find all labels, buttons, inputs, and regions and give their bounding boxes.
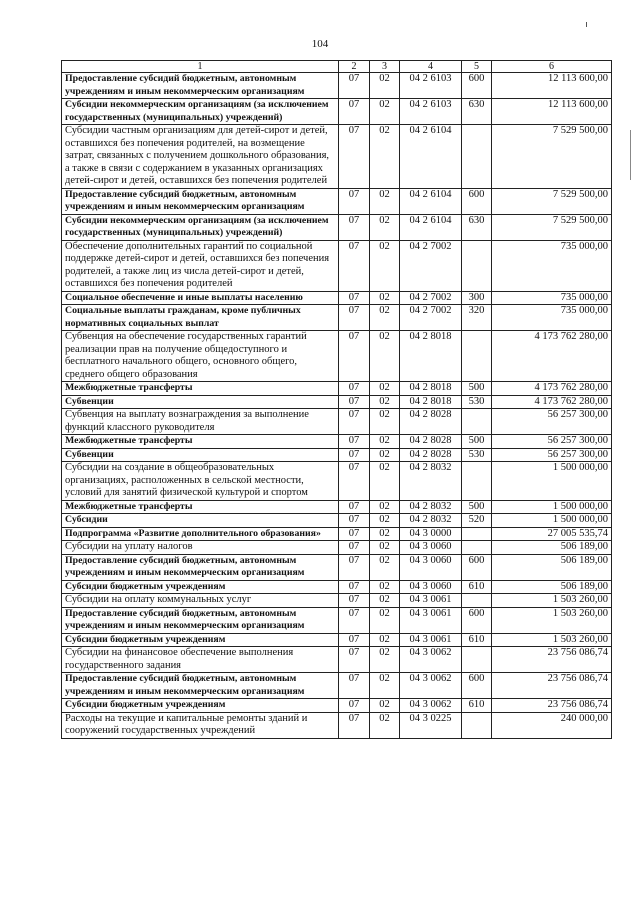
- row-name-cell: Субсидии на уплату налогов: [62, 541, 339, 555]
- table-row: [62, 99, 612, 125]
- row-section-cell: 07: [339, 580, 370, 594]
- table-row: [62, 435, 612, 449]
- row-section-cell: 07: [339, 500, 370, 514]
- table-row: [62, 594, 612, 608]
- row-amount-cell: 240 000,00: [492, 712, 612, 738]
- row-expense-type-cell: [462, 125, 492, 189]
- row-name-cell: Предоставление субсидий бюджетным, автономным учреждениям и иным некоммерческим организациям: [62, 554, 339, 580]
- row-amount-cell: 4 173 762 280,00: [492, 331, 612, 382]
- row-target-article-cell: 04 2 7002: [400, 240, 462, 291]
- budget-table: [61, 60, 612, 739]
- row-name-cell: Предоставление субсидий бюджетным, автономным учреждениям и иным некоммерческим организациям: [62, 607, 339, 633]
- row-section-cell: 07: [339, 594, 370, 608]
- row-subsection-cell: 02: [370, 514, 400, 528]
- row-section-cell: 07: [339, 527, 370, 541]
- row-target-article-cell: 04 2 8018: [400, 395, 462, 409]
- header-col-4: 4: [400, 61, 462, 73]
- table-row: [62, 500, 612, 514]
- table-row: [62, 647, 612, 673]
- row-expense-type-cell: 600: [462, 607, 492, 633]
- row-subsection-cell: 02: [370, 580, 400, 594]
- row-amount-cell: 1 503 260,00: [492, 633, 612, 647]
- row-amount-cell: 506 189,00: [492, 541, 612, 555]
- row-section-cell: 07: [339, 448, 370, 462]
- row-amount-cell: 735 000,00: [492, 305, 612, 331]
- row-amount-cell: 4 173 762 280,00: [492, 382, 612, 396]
- row-name-cell: Субсидии: [62, 514, 339, 528]
- row-expense-type-cell: 500: [462, 382, 492, 396]
- row-amount-cell: 7 529 500,00: [492, 214, 612, 240]
- table-row: [62, 395, 612, 409]
- row-section-cell: 07: [339, 331, 370, 382]
- row-subsection-cell: 02: [370, 527, 400, 541]
- table-row: [62, 673, 612, 699]
- row-expense-type-cell: 630: [462, 214, 492, 240]
- row-subsection-cell: 02: [370, 240, 400, 291]
- row-expense-type-cell: 530: [462, 448, 492, 462]
- row-name-cell: Субвенция на выплату вознаграждения за выполнение функций классного руководителя: [62, 409, 339, 435]
- row-target-article-cell: 04 2 6104: [400, 125, 462, 189]
- row-expense-type-cell: 300: [462, 291, 492, 305]
- row-section-cell: 07: [339, 409, 370, 435]
- row-expense-type-cell: 500: [462, 435, 492, 449]
- row-amount-cell: 56 257 300,00: [492, 409, 612, 435]
- row-expense-type-cell: 600: [462, 673, 492, 699]
- table-row: [62, 633, 612, 647]
- row-expense-type-cell: 520: [462, 514, 492, 528]
- table-row: [62, 554, 612, 580]
- table-row: [62, 527, 612, 541]
- row-amount-cell: 7 529 500,00: [492, 188, 612, 214]
- table-header-row: [62, 61, 612, 73]
- row-section-cell: 07: [339, 435, 370, 449]
- row-subsection-cell: 02: [370, 331, 400, 382]
- row-target-article-cell: 04 3 0060: [400, 554, 462, 580]
- row-section-cell: 07: [339, 73, 370, 99]
- row-amount-cell: 506 189,00: [492, 580, 612, 594]
- row-amount-cell: 735 000,00: [492, 240, 612, 291]
- row-expense-type-cell: 600: [462, 73, 492, 99]
- row-amount-cell: 12 113 600,00: [492, 73, 612, 99]
- row-target-article-cell: 04 3 0060: [400, 541, 462, 555]
- scan-margin-mark: [630, 130, 631, 180]
- table-row: [62, 188, 612, 214]
- row-name-cell: Предоставление субсидий бюджетным, автономным учреждениям и иным некоммерческим организациям: [62, 73, 339, 99]
- row-subsection-cell: 02: [370, 99, 400, 125]
- header-col-1: 1: [62, 61, 339, 73]
- row-section-cell: 07: [339, 305, 370, 331]
- row-target-article-cell: 04 3 0061: [400, 633, 462, 647]
- row-name-cell: Межбюджетные трансферты: [62, 500, 339, 514]
- row-name-cell: Субсидии на оплату коммунальных услуг: [62, 594, 339, 608]
- row-amount-cell: 1 503 260,00: [492, 594, 612, 608]
- row-name-cell: Социальное обеспечение и иные выплаты населению: [62, 291, 339, 305]
- row-expense-type-cell: 600: [462, 554, 492, 580]
- row-name-cell: Предоставление субсидий бюджетным, автономным учреждениям и иным некоммерческим организациям: [62, 673, 339, 699]
- row-expense-type-cell: [462, 647, 492, 673]
- row-subsection-cell: 02: [370, 448, 400, 462]
- table-row: [62, 514, 612, 528]
- row-subsection-cell: 02: [370, 554, 400, 580]
- row-section-cell: 07: [339, 125, 370, 189]
- row-name-cell: Расходы на текущие и капитальные ремонты зданий и сооружений государственных учреждений: [62, 712, 339, 738]
- row-subsection-cell: 02: [370, 382, 400, 396]
- row-amount-cell: 1 500 000,00: [492, 462, 612, 501]
- row-name-cell: Межбюджетные трансферты: [62, 382, 339, 396]
- table-row: [62, 580, 612, 594]
- row-amount-cell: 506 189,00: [492, 554, 612, 580]
- row-amount-cell: 1 503 260,00: [492, 607, 612, 633]
- table-row: [62, 382, 612, 396]
- row-target-article-cell: 04 3 0000: [400, 527, 462, 541]
- row-subsection-cell: 02: [370, 125, 400, 189]
- row-subsection-cell: 02: [370, 73, 400, 99]
- row-name-cell: Субсидии на создание в общеобразовательных организациях, расположенных в сельской местности, условий для занятий физической культурой и спортом: [62, 462, 339, 501]
- row-amount-cell: 1 500 000,00: [492, 514, 612, 528]
- row-section-cell: 07: [339, 607, 370, 633]
- row-target-article-cell: 04 3 0062: [400, 699, 462, 713]
- row-amount-cell: 23 756 086,74: [492, 647, 612, 673]
- table-row: [62, 712, 612, 738]
- row-target-article-cell: 04 2 6104: [400, 188, 462, 214]
- row-amount-cell: 7 529 500,00: [492, 125, 612, 189]
- row-name-cell: Субсидии некоммерческим организациям (за исключением государственных (муниципальных) учреждений): [62, 214, 339, 240]
- row-target-article-cell: 04 2 8028: [400, 409, 462, 435]
- row-amount-cell: 23 756 086,74: [492, 699, 612, 713]
- table-row: [62, 125, 612, 189]
- row-expense-type-cell: 530: [462, 395, 492, 409]
- row-name-cell: Субсидии бюджетным учреждениям: [62, 699, 339, 713]
- row-subsection-cell: 02: [370, 291, 400, 305]
- row-amount-cell: 4 173 762 280,00: [492, 395, 612, 409]
- row-expense-type-cell: [462, 331, 492, 382]
- row-target-article-cell: 04 3 0062: [400, 673, 462, 699]
- row-section-cell: 07: [339, 673, 370, 699]
- row-expense-type-cell: [462, 712, 492, 738]
- row-target-article-cell: 04 2 8028: [400, 435, 462, 449]
- table-row: [62, 305, 612, 331]
- row-name-cell: Обеспечение дополнительных гарантий по социальной поддержке детей-сирот и детей, оставшихся без попечения родителей, а также лиц из числа детей-сирот и детей, оставшихся без попечения родителей: [62, 240, 339, 291]
- row-section-cell: 07: [339, 712, 370, 738]
- header-col-2: 2: [339, 61, 370, 73]
- row-subsection-cell: 02: [370, 409, 400, 435]
- row-subsection-cell: 02: [370, 673, 400, 699]
- row-target-article-cell: 04 2 8018: [400, 331, 462, 382]
- row-amount-cell: 56 257 300,00: [492, 435, 612, 449]
- row-target-article-cell: 04 2 8032: [400, 500, 462, 514]
- row-name-cell: Субсидии на финансовое обеспечение выполнения государственного задания: [62, 647, 339, 673]
- row-expense-type-cell: 500: [462, 500, 492, 514]
- row-section-cell: 07: [339, 395, 370, 409]
- row-subsection-cell: 02: [370, 633, 400, 647]
- row-target-article-cell: 04 3 0062: [400, 647, 462, 673]
- row-section-cell: 07: [339, 554, 370, 580]
- row-target-article-cell: 04 2 8032: [400, 514, 462, 528]
- row-name-cell: Субсидии некоммерческим организациям (за исключением государственных (муниципальных) учреждений): [62, 99, 339, 125]
- row-subsection-cell: 02: [370, 541, 400, 555]
- table-row: [62, 699, 612, 713]
- row-target-article-cell: 04 2 7002: [400, 305, 462, 331]
- row-subsection-cell: 02: [370, 305, 400, 331]
- table-row: [62, 214, 612, 240]
- table-row: [62, 73, 612, 99]
- row-section-cell: 07: [339, 99, 370, 125]
- row-name-cell: Предоставление субсидий бюджетным, автономным учреждениям и иным некоммерческим организациям: [62, 188, 339, 214]
- row-section-cell: 07: [339, 291, 370, 305]
- row-section-cell: 07: [339, 188, 370, 214]
- row-subsection-cell: 02: [370, 188, 400, 214]
- row-expense-type-cell: [462, 240, 492, 291]
- header-col-5: 5: [462, 61, 492, 73]
- table-row: [62, 240, 612, 291]
- header-col-6: 6: [492, 61, 612, 73]
- table-row: [62, 541, 612, 555]
- row-subsection-cell: 02: [370, 647, 400, 673]
- row-subsection-cell: 02: [370, 500, 400, 514]
- row-name-cell: Субсидии бюджетным учреждениям: [62, 633, 339, 647]
- row-subsection-cell: 02: [370, 712, 400, 738]
- table-row: [62, 291, 612, 305]
- scan-tick-mark: [586, 22, 587, 27]
- row-expense-type-cell: [462, 541, 492, 555]
- row-section-cell: 07: [339, 214, 370, 240]
- row-expense-type-cell: [462, 409, 492, 435]
- row-expense-type-cell: [462, 527, 492, 541]
- row-subsection-cell: 02: [370, 462, 400, 501]
- row-expense-type-cell: [462, 594, 492, 608]
- row-name-cell: Социальные выплаты гражданам, кроме публичных нормативных социальных выплат: [62, 305, 339, 331]
- table-row: [62, 409, 612, 435]
- row-section-cell: 07: [339, 647, 370, 673]
- row-target-article-cell: 04 2 6104: [400, 214, 462, 240]
- row-expense-type-cell: [462, 462, 492, 501]
- row-amount-cell: 12 113 600,00: [492, 99, 612, 125]
- row-section-cell: 07: [339, 699, 370, 713]
- table-row: [62, 331, 612, 382]
- row-section-cell: 07: [339, 633, 370, 647]
- row-target-article-cell: 04 2 8032: [400, 462, 462, 501]
- row-expense-type-cell: 630: [462, 99, 492, 125]
- row-target-article-cell: 04 2 6103: [400, 99, 462, 125]
- row-amount-cell: 27 005 535,74: [492, 527, 612, 541]
- row-amount-cell: 735 000,00: [492, 291, 612, 305]
- row-name-cell: Подпрограмма «Развитие дополнительного образования»: [62, 527, 339, 541]
- row-target-article-cell: 04 3 0225: [400, 712, 462, 738]
- row-name-cell: Субвенции: [62, 395, 339, 409]
- row-expense-type-cell: 610: [462, 699, 492, 713]
- table-row: [62, 462, 612, 501]
- row-name-cell: Субвенции: [62, 448, 339, 462]
- row-name-cell: Субвенция на обеспечение государственных гарантий реализации прав на получение общедоступного и бесплатного начального общего, основного общего, среднего общего образования: [62, 331, 339, 382]
- row-name-cell: Субсидии бюджетным учреждениям: [62, 580, 339, 594]
- page-number: 104: [311, 38, 329, 50]
- row-section-cell: 07: [339, 514, 370, 528]
- row-target-article-cell: 04 3 0061: [400, 594, 462, 608]
- row-target-article-cell: 04 3 0060: [400, 580, 462, 594]
- row-section-cell: 07: [339, 541, 370, 555]
- row-name-cell: Межбюджетные трансферты: [62, 435, 339, 449]
- row-expense-type-cell: 600: [462, 188, 492, 214]
- row-subsection-cell: 02: [370, 395, 400, 409]
- row-subsection-cell: 02: [370, 607, 400, 633]
- header-col-3: 3: [370, 61, 400, 73]
- table-row: [62, 448, 612, 462]
- row-subsection-cell: 02: [370, 435, 400, 449]
- row-target-article-cell: 04 2 8018: [400, 382, 462, 396]
- row-section-cell: 07: [339, 240, 370, 291]
- row-target-article-cell: 04 2 7002: [400, 291, 462, 305]
- row-section-cell: 07: [339, 462, 370, 501]
- row-name-cell: Субсидии частным организациям для детей-сирот и детей, оставшихся без попечения родителей, на возмещение затрат, связанных с получением дошкольного образования, а также в связи с содержанием в указанных организациях детей-сирот и детей, оставшихся без попечения родителей: [62, 125, 339, 189]
- row-expense-type-cell: 610: [462, 633, 492, 647]
- row-amount-cell: 1 500 000,00: [492, 500, 612, 514]
- row-section-cell: 07: [339, 382, 370, 396]
- row-expense-type-cell: 320: [462, 305, 492, 331]
- row-target-article-cell: 04 2 8028: [400, 448, 462, 462]
- row-amount-cell: 56 257 300,00: [492, 448, 612, 462]
- row-subsection-cell: 02: [370, 214, 400, 240]
- row-expense-type-cell: 610: [462, 580, 492, 594]
- row-target-article-cell: 04 3 0061: [400, 607, 462, 633]
- row-target-article-cell: 04 2 6103: [400, 73, 462, 99]
- row-amount-cell: 23 756 086,74: [492, 673, 612, 699]
- row-subsection-cell: 02: [370, 699, 400, 713]
- table-row: [62, 607, 612, 633]
- row-subsection-cell: 02: [370, 594, 400, 608]
